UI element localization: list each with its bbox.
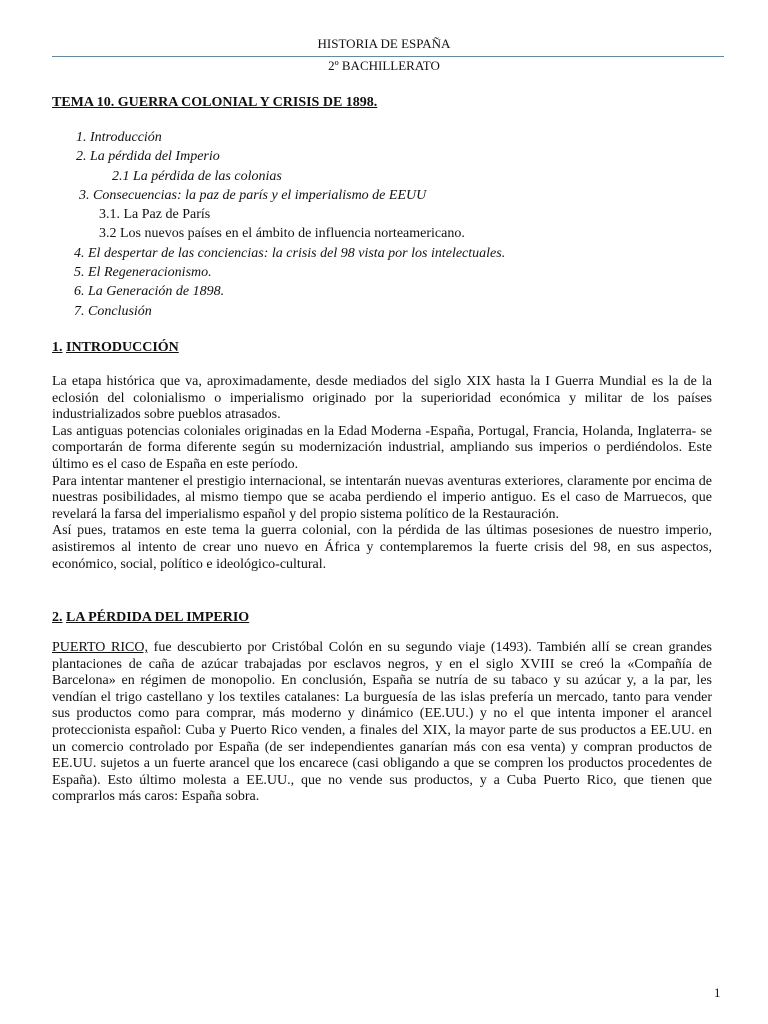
header-subject: HISTORIA DE ESPAÑA [317, 36, 451, 51]
header-course: 2º BACHILLERATO [328, 58, 440, 73]
section-2-number: 2. [52, 610, 63, 625]
section-1-number: 1. [52, 340, 63, 355]
table-of-contents [52, 128, 722, 321]
toc-item: 3.1. La Paz de París [99, 207, 211, 223]
page-number: 1 [714, 985, 721, 1000]
section-2-heading [52, 610, 249, 626]
toc-item: 3.2 Los nuevos países en el ámbito de influencia norteamericano. [99, 226, 465, 242]
toc-item: 2.1 La pérdida de las colonias [112, 168, 282, 184]
paragraph: Las antiguas potencias coloniales originadas en la Edad Moderna -España, Portugal, Francia, Holanda, Inglaterra- se comportarán de forma diferente según su modernización industrial, ampliando sus imperios o perdiéndolos. Este último es el caso de España en este período. [52, 423, 712, 472]
toc-item: 5. El Regeneracionismo. [74, 265, 212, 281]
section-2-title: LA PÉRDIDA DEL IMPERIO [66, 610, 250, 625]
toc-item: 1. Introducción [76, 130, 162, 145]
tema-title: TEMA 10. GUERRA COLONIAL Y CRISIS DE 1898. [52, 95, 378, 110]
header-divider [52, 56, 724, 57]
toc-item: 2. La pérdida del Imperio [76, 149, 220, 165]
toc-item: 6. La Generación de 1898. [74, 284, 225, 300]
paragraph: Así pues, tratamos en este tema la guerra colonial, con la pérdida de las últimas posesiones de nuestro imperio, asistiremos al intento de crear uno nuevo en África y contemplaremos la fuerte crisis del 98, en sus aspectos, económico, social, político e ideológico-cultural. [52, 523, 712, 572]
paragraph-text: fue descubierto por Cristóbal Colón en su segundo viaje (1493). También allí se crean grandes plantaciones de caña de azúcar trabajadas por esclavos negros, y en el siglo XVIII se creó la «Compañía de Barcelona» en régimen de monopolio. En conclusión, España se nutría de su tabaco y su azúcar y, a la par, les vendían el trigo castellano y los textiles catalanes: La burguesía de las islas prefería un mercado, tanto para vender sus productos como para comprar, más moderno y dinámico (EE.UU.) y no el que intenta imponer el arancel proteccionista español: Cuba y Puerto Rico venden, a finales del XIX, la mayor parte de sus productos a EE.UU. en un comercio controlado por España (de ser independientes ganarían más con esa venta) y compran productos de EE.UU. sujetos a un fuerte arancel que los encarece (casi obligando a que se compren los productos procedentes de España). Esto último molesta a EE.UU., que no vende sus productos, y a Cuba Puerto Rico, que tienen que comprarlos más caros: España sobra. [52, 640, 712, 805]
puerto-rico-lead: PUERTO RICO, [52, 640, 148, 655]
section-1-title: INTRODUCCIÓN [66, 340, 179, 355]
section-1-body [52, 374, 712, 573]
paragraph: Para intentar mantener el prestigio internacional, se intentarán nuevas aventuras exteriores, claramente por encima de nuestras posibilidades, al mismo tiempo que se acaba perdiendo el imperio antiguo. Es el caso de Marruecos, que revelará la farsa del imperialismo español y del propio sistema político de la Restauración. [52, 473, 712, 522]
toc-item: 3. Consecuencias: la paz de parís y el imperialismo de EEUU [79, 187, 427, 203]
paragraph: La etapa histórica que va, aproximadamente, desde mediados del siglo XIX hasta la I Guerra Mundial es la de la eclosión del colonialismo o imperialismo originado por la superioridad económica y militar de los países industrializados sobre pueblos atrasados. [52, 374, 712, 423]
paragraph [52, 640, 712, 806]
section-2-body [52, 640, 712, 806]
toc-item: 7. Conclusión [74, 303, 152, 319]
toc-item: 4. El despertar de las conciencias: la crisis del 98 vista por los intelectuales. [74, 245, 506, 261]
section-1-heading [52, 340, 179, 356]
